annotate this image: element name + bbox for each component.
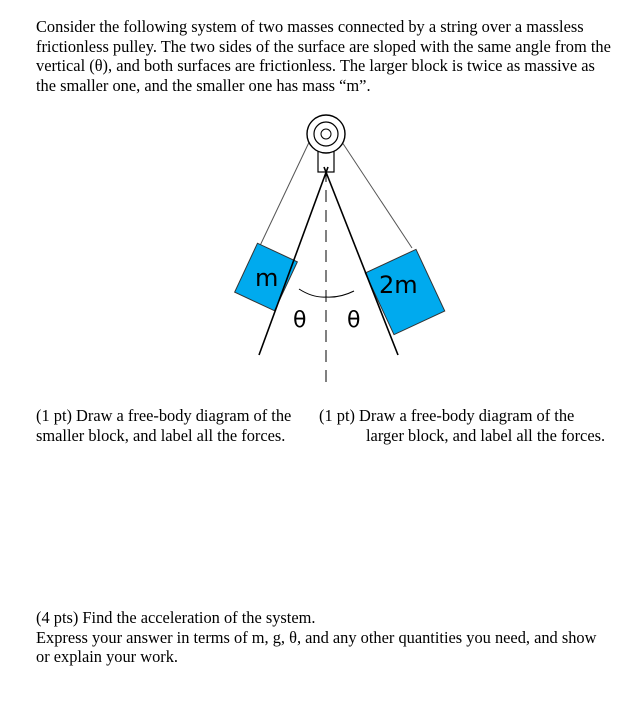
question-acceleration (36, 608, 611, 667)
right-incline (324, 167, 398, 355)
question-acceleration-line2: Express your answer in terms of m, g, θ, and any other quantities you need, and show or explain your work. (36, 627, 597, 666)
large-block-label: 2m (379, 271, 418, 299)
right-angle-arc (326, 291, 354, 297)
left-angle-arc (299, 289, 326, 297)
problem-statement: Consider the following system of two masses connected by a string over a massless frictionless pulley. The two sides of the surface are sloped with the same angle from the vertical (θ), and both surfaces are frictionless. The larger block is twice as massive as the smaller one, and the smaller one has mass “m”. (36, 17, 611, 95)
question-large-line2: larger block, and label all the forces. (366, 425, 606, 445)
question-small-block-fbd: (1 pt) Draw a free-body diagram of the smaller block, and label all the forces. (36, 406, 292, 445)
small-block-label: m (255, 264, 279, 292)
question-large-block-fbd (319, 406, 609, 445)
pulley (307, 115, 345, 153)
right-angle-label: θ (347, 308, 361, 333)
question-acceleration-line1: (4 pts) Find the acceleration of the system. (36, 608, 316, 627)
question-large-line1: (1 pt) Draw a free-body diagram of the (319, 406, 575, 425)
left-angle-label: θ (293, 308, 307, 333)
